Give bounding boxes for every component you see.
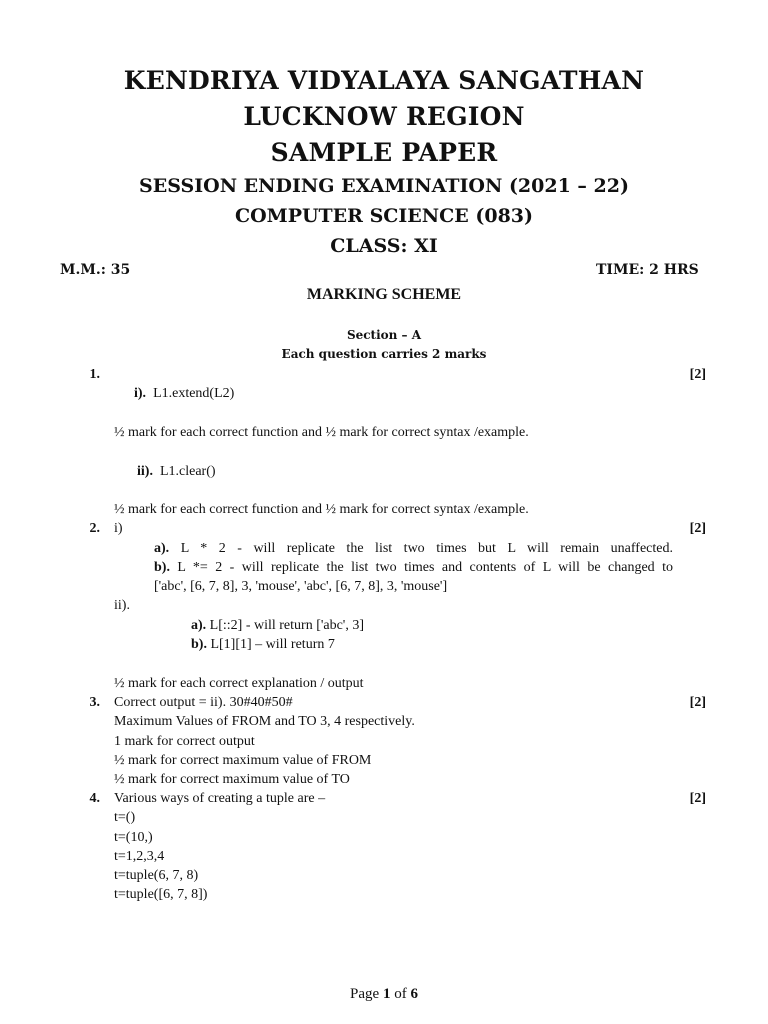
page-word: Page xyxy=(350,986,380,1002)
answer-text: L *= 2 - will replicate the list two times and contents of L will be changed to xyxy=(177,560,673,575)
q3-line: ½ mark for correct maximum value of FROM xyxy=(114,753,372,768)
part-label: b). xyxy=(154,560,170,575)
q2-answer-a xyxy=(154,541,673,557)
question-number: 4. xyxy=(89,791,100,806)
question-marks: [2] xyxy=(689,695,706,710)
q4-line: t=tuple(6, 7, 8) xyxy=(114,868,199,883)
part-label: a). xyxy=(191,618,207,633)
org-title: KENDRIYA VIDYALAYA SANGATHAN xyxy=(123,66,645,95)
exam-title: SESSION ENDING EXAMINATION (2021 – 22) xyxy=(139,175,629,197)
question-marks: [2] xyxy=(689,791,706,806)
q1-note-2: ½ mark for each correct function and ½ mark for correct syntax /example. xyxy=(114,502,529,517)
q2-answer-c xyxy=(191,618,364,634)
answer-text: L[::2] - will return ['abc', 3] xyxy=(209,618,364,633)
q1-part-i xyxy=(134,386,234,402)
q1-note-1: ½ mark for each correct function and ½ mark for correct syntax /example. xyxy=(114,425,529,440)
question-number: 3. xyxy=(89,695,100,710)
exam-time: TIME: 2 HRS xyxy=(596,262,699,278)
question-number: 1. xyxy=(89,367,100,382)
section-note: Each question carries 2 marks xyxy=(281,347,487,361)
answer-text: L1.extend(L2) xyxy=(153,386,235,401)
q4-line: t=() xyxy=(114,810,136,825)
subject-title: COMPUTER SCIENCE (083) xyxy=(234,205,534,227)
page-number: 1 xyxy=(382,986,391,1002)
page-total: 6 xyxy=(410,986,418,1002)
question-marks: [2] xyxy=(689,521,706,536)
q4-line: Various ways of creating a tuple are – xyxy=(114,791,326,806)
q2-answer-b xyxy=(154,560,673,576)
q2-part-ii-label: ii). xyxy=(114,598,130,613)
q2-note: ½ mark for each correct explanation / output xyxy=(114,676,364,691)
section-title: Section – A xyxy=(346,328,422,342)
q4-line: t=1,2,3,4 xyxy=(114,849,165,864)
q2-part-i-label: i) xyxy=(114,521,123,536)
page-footer xyxy=(0,986,768,1003)
answer-text: L * 2 - will replicate the list two times but L will remain unaffected. xyxy=(180,541,673,556)
of-word: of xyxy=(394,986,407,1002)
q3-line: ½ mark for correct maximum value of TO xyxy=(114,772,350,787)
q3-line: 1 mark for correct output xyxy=(114,734,255,749)
paper-title: SAMPLE PAPER xyxy=(270,138,498,167)
part-label: b). xyxy=(191,637,207,652)
q4-line: t=(10,) xyxy=(114,830,153,845)
q2-answer-b-cont: ['abc', [6, 7, 8], 3, 'mouse', 'abc', [6, 7, 8], 3, 'mouse'] xyxy=(154,579,448,594)
question-marks: [2] xyxy=(689,367,706,382)
marking-scheme-title: MARKING SCHEME xyxy=(306,286,462,303)
answer-text: L[1][1] – will return 7 xyxy=(210,637,335,652)
q3-line: Maximum Values of FROM and TO 3, 4 respectively. xyxy=(114,714,415,729)
part-label: a). xyxy=(154,541,170,556)
answer-text: L1.clear() xyxy=(159,464,216,479)
q4-line: t=tuple([6, 7, 8]) xyxy=(114,887,208,902)
part-label: ii). xyxy=(137,464,153,479)
q3-line: Correct output = ii). 30#40#50# xyxy=(114,695,293,710)
part-label: i). xyxy=(134,386,147,401)
region-title: LUCKNOW REGION xyxy=(243,102,525,131)
q1-part-ii xyxy=(137,464,216,480)
q2-answer-d xyxy=(191,637,335,653)
max-marks: M.M.: 35 xyxy=(60,262,131,278)
question-number: 2. xyxy=(89,521,100,536)
class-title: CLASS: XI xyxy=(330,235,438,257)
